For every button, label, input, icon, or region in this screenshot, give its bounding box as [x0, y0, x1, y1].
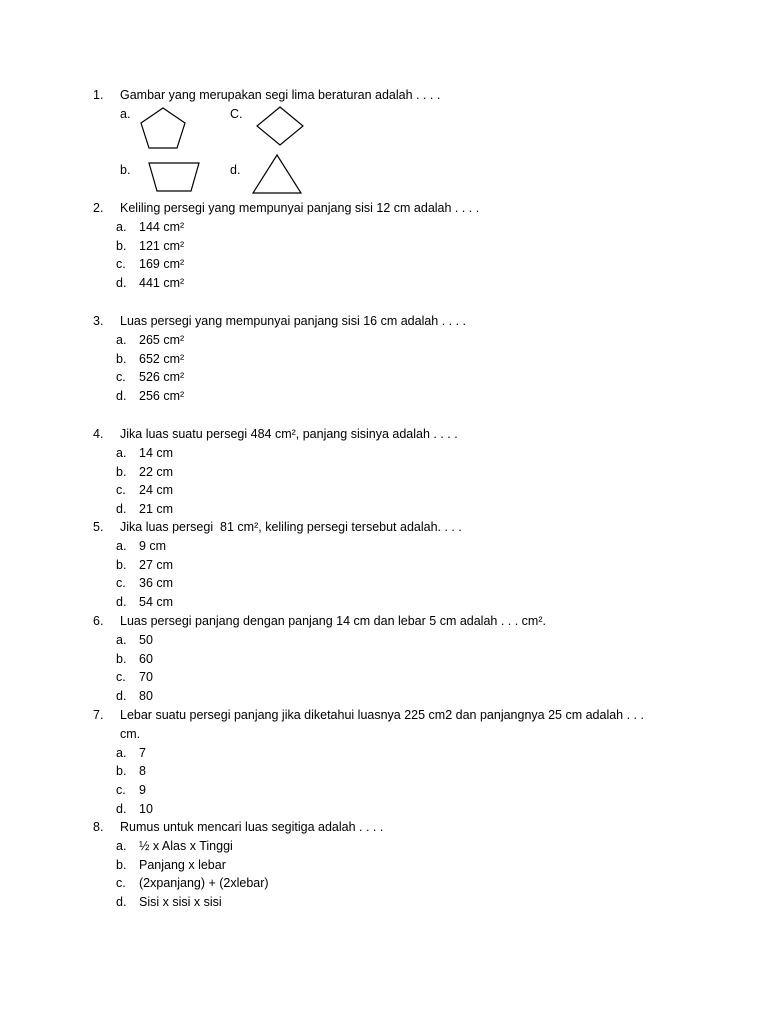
option-text: 441 cm² — [139, 276, 185, 291]
option-letter: a. — [116, 332, 127, 347]
option-letter: d. — [230, 163, 241, 177]
question-text: Jika luas persegi 81 cm², keliling persegi tersebut adalah. . . . — [120, 520, 462, 534]
option-text: 24 cm — [139, 483, 174, 498]
option-text: 50 — [139, 632, 153, 647]
rhombus-icon — [256, 106, 304, 146]
question-text-continued: cm. — [120, 726, 141, 741]
option-text: 10 — [139, 801, 153, 816]
option-letter: d. — [116, 895, 127, 910]
option-letter: a. — [116, 445, 127, 460]
option-text: 256 cm² — [139, 389, 185, 404]
option-letter: b. — [116, 651, 127, 666]
option-text: Sisi x sisi x sisi — [139, 895, 222, 910]
option-letter: d. — [116, 801, 127, 816]
option-text: 265 cm² — [139, 332, 185, 347]
question-text: Keliling persegi yang mempunyai panjang sisi 12 cm adalah . . . . — [120, 201, 480, 215]
option-text: 121 cm² — [139, 238, 185, 253]
option-letter: a. — [116, 538, 127, 553]
option-text: 9 cm — [139, 538, 167, 553]
option-letter: b. — [116, 857, 127, 872]
option-letter: a. — [116, 219, 127, 234]
option-text: 8 — [139, 764, 146, 779]
option-text: 21 cm — [139, 502, 174, 517]
option-text: 54 cm — [139, 595, 174, 610]
option-letter: a. — [116, 632, 127, 647]
option-text: (2xpanjang) + (2xlebar) — [139, 876, 269, 891]
option-letter: d. — [116, 502, 127, 517]
option-letter: d. — [116, 389, 127, 404]
option-letter: b. — [116, 351, 127, 366]
triangle-icon — [252, 154, 302, 194]
option-letter: b. — [116, 764, 127, 779]
question-number: 4. — [93, 427, 104, 441]
option-text: 27 cm — [139, 557, 174, 572]
question-number: 8. — [93, 820, 104, 834]
option-text: 652 cm² — [139, 351, 185, 366]
pentagon-icon — [138, 106, 188, 150]
option-text: 22 cm — [139, 464, 174, 479]
option-text: Panjang x lebar — [139, 857, 226, 872]
option-letter: C. — [230, 107, 243, 121]
option-letter: c. — [116, 783, 126, 798]
option-letter: d. — [116, 689, 127, 704]
option-text: 14 cm — [139, 445, 174, 460]
question-text: Lebar suatu persegi panjang jika diketahui luasnya 225 cm2 dan panjangnya 25 cm adalah . . . — [120, 708, 644, 722]
question-text: Rumus untuk mencari luas segitiga adalah . . . . — [120, 820, 384, 834]
option-letter: c. — [116, 370, 126, 385]
option-letter: d. — [116, 595, 127, 610]
question-number: 7. — [93, 708, 104, 722]
option-letter: a. — [116, 745, 127, 760]
option-letter: c. — [116, 670, 126, 685]
option-letter: b. — [116, 464, 127, 479]
option-letter: a. — [120, 107, 131, 121]
option-letter: c. — [116, 576, 126, 591]
trapezoid-icon — [148, 162, 200, 192]
option-letter: d. — [116, 276, 127, 291]
option-letter: b. — [116, 238, 127, 253]
option-letter: b. — [116, 557, 127, 572]
question-number: 6. — [93, 614, 104, 628]
option-letter: b. — [120, 163, 131, 177]
option-letter: a. — [116, 838, 127, 853]
option-text: 36 cm — [139, 576, 174, 591]
question-number: 2. — [93, 201, 104, 215]
option-text: 80 — [139, 689, 153, 704]
question-number: 3. — [93, 314, 104, 328]
option-text: 526 cm² — [139, 370, 185, 385]
option-text: 7 — [139, 745, 146, 760]
option-letter: c. — [116, 483, 126, 498]
option-text: 144 cm² — [139, 219, 185, 234]
option-text: 169 cm² — [139, 257, 185, 272]
question-text: Luas persegi panjang dengan panjang 14 cm dan lebar 5 cm adalah . . . cm². — [120, 614, 546, 628]
option-text: 60 — [139, 651, 153, 666]
question-text: Jika luas suatu persegi 484 cm², panjang sisinya adalah . . . . — [120, 427, 458, 441]
option-letter: c. — [116, 257, 126, 272]
option-text: ½ x Alas x Tinggi — [139, 838, 233, 853]
question-number: 5. — [93, 520, 104, 534]
question-number: 1. — [93, 88, 104, 102]
question-text: Luas persegi yang mempunyai panjang sisi 16 cm adalah . . . . — [120, 314, 467, 328]
option-text: 9 — [139, 783, 146, 798]
option-text: 70 — [139, 670, 153, 685]
option-letter: c. — [116, 876, 126, 891]
question-text: Gambar yang merupakan segi lima beraturan adalah . . . . — [120, 88, 441, 102]
question-1 — [93, 86, 673, 196]
